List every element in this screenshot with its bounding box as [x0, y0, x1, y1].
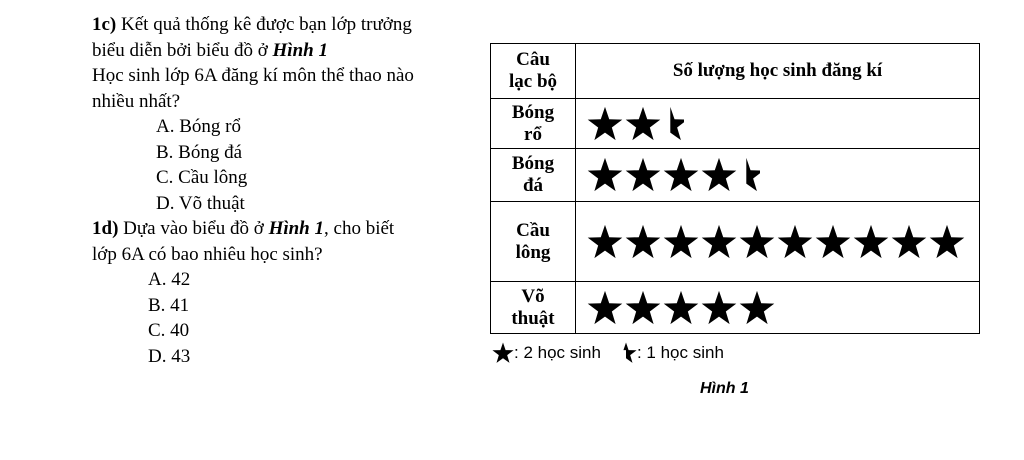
full-star-icon — [662, 224, 700, 260]
q1c-text-1: Kết quả thống kê được bạn lớp trưởng — [116, 14, 412, 35]
half-star-icon — [662, 106, 684, 142]
full-star-icon — [776, 224, 814, 260]
pictograph-table — [490, 43, 980, 334]
club-cell — [491, 202, 576, 282]
legend-half-star — [615, 342, 724, 364]
club-line2: thuật — [511, 307, 555, 329]
header-club-cell — [491, 44, 576, 99]
club-line2: đá — [522, 175, 544, 196]
full-star-icon — [586, 290, 624, 326]
header-club-line2: lạc bộ — [508, 71, 558, 92]
full-star-icon — [492, 342, 514, 364]
full-star-icon — [586, 157, 624, 193]
q1c-number: 1c) — [92, 14, 117, 35]
q1c-text-2: biểu diễn bởi biểu đồ ở — [92, 39, 273, 61]
full-star-icon — [586, 224, 624, 260]
q1d-line-2: lớp 6A có bao nhiêu học sinh? — [92, 243, 323, 265]
half-star-icon — [738, 157, 760, 193]
q1d-number: 1d) — [92, 218, 119, 239]
header-club-line1: Câu — [516, 49, 550, 70]
legend-full-star-label: : 2 học sinh — [514, 343, 601, 362]
full-star-icon — [586, 106, 624, 142]
table-row — [491, 149, 980, 202]
q1d-line-1 — [92, 216, 482, 242]
chart-legend — [492, 342, 738, 364]
star-line — [586, 290, 979, 326]
club-line1: Cầu — [516, 219, 550, 241]
club-cell — [491, 99, 576, 149]
star-line — [586, 157, 979, 193]
full-star-icon — [624, 224, 662, 260]
full-star-icon — [890, 224, 928, 260]
table-row — [491, 99, 980, 149]
table-header-row — [491, 44, 980, 99]
q1c-line-4: nhiều nhất? — [92, 90, 181, 112]
table-row — [491, 282, 980, 334]
full-star-icon — [738, 224, 776, 260]
full-star-icon — [662, 157, 700, 193]
full-star-icon — [738, 290, 776, 326]
star-cell — [576, 202, 980, 282]
star-cell — [576, 282, 980, 334]
club-line2: rổ — [524, 123, 542, 145]
q1d-figure-ref: Hình 1 — [268, 218, 325, 239]
club-cell — [491, 282, 576, 334]
q1c-line-2 — [92, 38, 482, 64]
q1d-option-c: C. 40 — [148, 320, 190, 341]
full-star-icon — [624, 106, 662, 142]
figure-caption: Hình 1 — [700, 380, 749, 397]
q1c-figure-ref: Hình 1 — [272, 39, 328, 61]
q1d-text-1: Dựa vào biểu đồ ở — [118, 218, 269, 239]
star-cell — [576, 149, 980, 202]
q1d-option-d: D. 43 — [148, 345, 191, 367]
full-star-icon — [662, 290, 700, 326]
table-row — [491, 202, 980, 282]
legend-full-star — [492, 342, 601, 364]
star-cell — [576, 99, 980, 149]
legend-half-star-label: : 1 học sinh — [636, 343, 724, 362]
full-star-icon — [700, 290, 738, 326]
question-block — [92, 12, 482, 369]
q1d-option-b: B. 41 — [148, 294, 190, 316]
q1d-text-2: , cho biết — [324, 218, 395, 239]
club-line2: lông — [515, 241, 551, 263]
q1c-option-d: D. Võ thuật — [156, 192, 245, 214]
q1c-option-c: C. Cầu lông — [156, 167, 248, 188]
q1c-line-3: Học sinh lớp 6A đăng kí môn thể thao nào — [92, 65, 414, 86]
club-line1: Võ — [521, 285, 545, 307]
header-count-cell: Số lượng học sinh đăng kí — [576, 44, 980, 99]
q1d-option-a: A. 42 — [148, 269, 191, 290]
club-cell — [491, 149, 576, 202]
full-star-icon — [700, 157, 738, 193]
full-star-icon — [814, 224, 852, 260]
half-star-icon — [615, 342, 637, 364]
q1c-option-b: B. Bóng đá — [156, 141, 243, 163]
club-line1: Bóng — [511, 101, 555, 123]
club-line1: Bóng — [511, 153, 555, 174]
full-star-icon — [852, 224, 890, 260]
star-line — [586, 106, 979, 142]
full-star-icon — [624, 290, 662, 326]
q1c-line-1 — [92, 12, 482, 38]
full-star-icon — [928, 224, 966, 260]
star-line — [586, 224, 979, 260]
full-star-icon — [700, 224, 738, 260]
q1c-option-a: A. Bóng rổ — [156, 116, 241, 137]
full-star-icon — [624, 157, 662, 193]
